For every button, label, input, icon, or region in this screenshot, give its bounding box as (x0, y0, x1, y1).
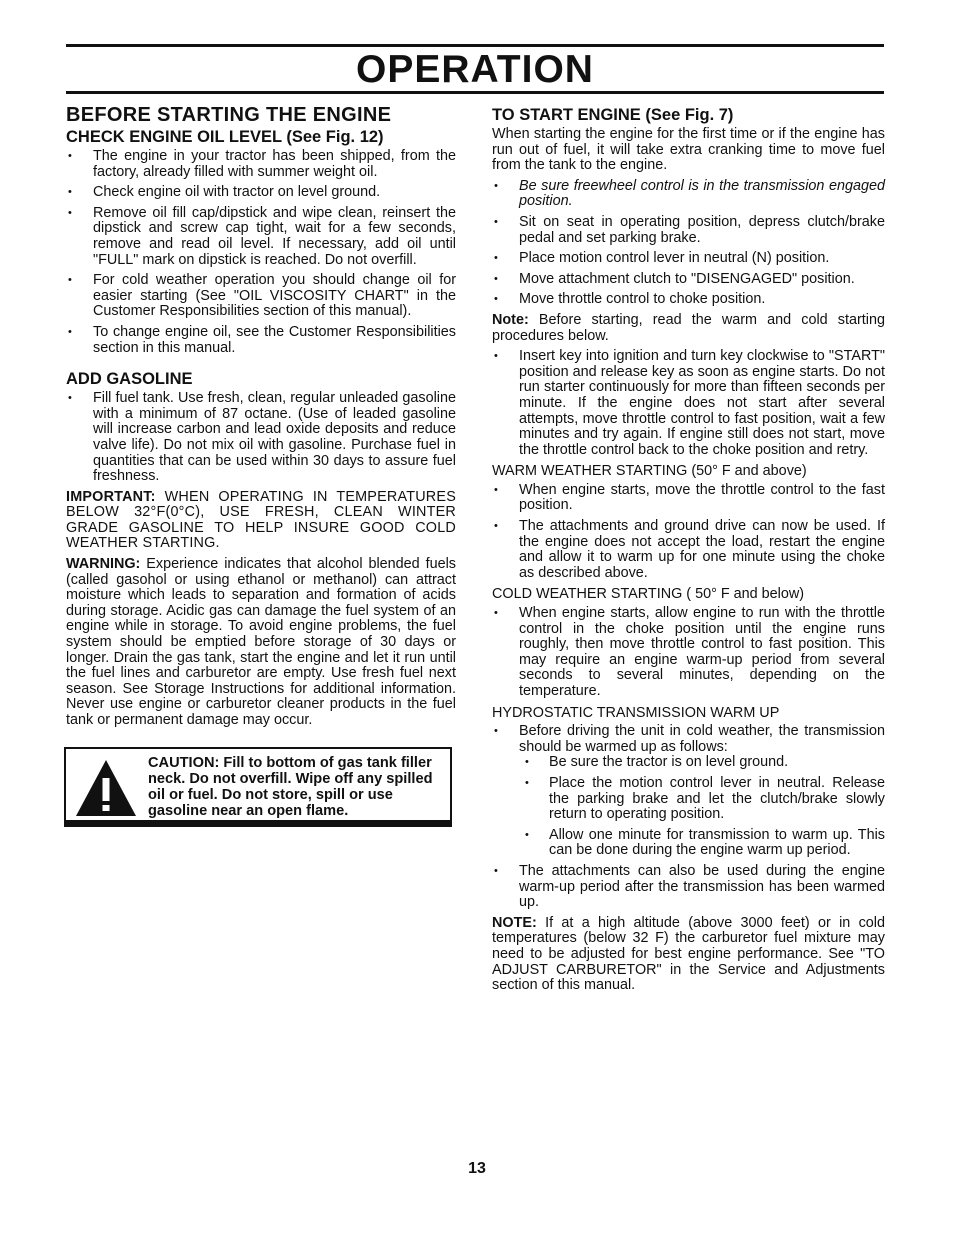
warning-notice (66, 557, 456, 729)
gasoline-list (66, 391, 456, 485)
caution-box-shadow (66, 820, 450, 825)
note-text: Before starting, read the warm and cold starting procedures below. (492, 311, 885, 344)
list-item: • Be sure freewheel control is in the transmission engaged position. (492, 179, 885, 210)
list-item: • Move throttle control to choke position. (492, 292, 885, 308)
start-list (492, 179, 885, 308)
list-item: • Move attachment clutch to "DISENGAGED" position. (492, 272, 885, 288)
important-notice (66, 490, 456, 552)
right-column (492, 100, 885, 999)
list-item (492, 724, 885, 859)
list-item: • Allow one minute for transmission to warm up. This can be done during the engine warm up period. (523, 828, 885, 859)
left-column (66, 100, 456, 734)
list-item: • Check engine oil with tractor on level ground. (66, 185, 456, 201)
cold-weather-heading: COLD WEATHER STARTING ( 50° F and below) (492, 586, 805, 603)
ignition-list (492, 349, 885, 458)
note-label: NOTE: (492, 914, 537, 931)
note-before-starting (492, 313, 885, 344)
list-item: • Fill fuel tank. Use fresh, clean, regular unleaded gasoline with a minimum of 87 octane. (Use of leaded gasoline will increase carbon and lead oxide deposits and reduce valve life). Do not mix oil with gasoline. Purchase fuel in quantities that can be used within 30 days to assure fuel freshness. (66, 391, 456, 485)
warning-triangle-icon (74, 758, 138, 818)
list-item: • Place motion control lever in neutral (N) position. (492, 251, 885, 267)
hydrostatic-list (492, 724, 885, 911)
caution-text: CAUTION: Fill to bottom of gas tank filler neck. Do not overfill. Wipe off any spilled oil or fuel. Do not store, spill or use gasoline near an open flame. (148, 755, 433, 819)
page-number: 13 (468, 1160, 486, 1177)
start-intro: When starting the engine for the first time or if the engine has run out of fuel, it will take extra cranking time to move fuel from the tank to the engine. (492, 126, 885, 174)
caution-box (64, 747, 452, 827)
list-item: • Sit on seat in operating position, depress clutch/brake pedal and set parking brake. (492, 215, 885, 246)
list-item: • Be sure the tractor is on level ground. (523, 755, 885, 771)
important-text: WHEN OPERATING IN TEMPERATURES BELOW 32°F(0°C), USE FRESH, CLEAN WINTER GRADE GASOLINE TO HELP INSURE GOOD COLD WEATHER STARTING. (66, 488, 456, 552)
note-altitude (492, 916, 885, 994)
list-item: • When engine starts, allow engine to run with the throttle control in the choke position until the engine runs roughly, then move throttle control to fast position. This may require an engine warm-up period from several seconds to several minutes, depending on the temperature. (492, 606, 885, 700)
list-item: • The attachments can also be used during the engine warm-up period after the transmission has been warmed up. (492, 864, 885, 911)
list-item: • When engine starts, move the throttle control to the fast position. (492, 483, 885, 514)
section-heading-before-starting: BEFORE STARTING THE ENGINE (66, 104, 392, 126)
list-item: • The attachments and ground drive can now be used. If the engine does not accept the load, restart the engine and allow it to warm up for one minute using the choke as described above. (492, 519, 885, 581)
page-title: OPERATION (356, 48, 594, 91)
subheading-check-oil: CHECK ENGINE OIL LEVEL (See Fig. 12) (66, 128, 384, 146)
subheading-add-gasoline: ADD GASOLINE (66, 370, 193, 389)
cold-weather-list (492, 606, 885, 700)
subheading-start-engine: TO START ENGINE (See Fig. 7) (492, 106, 734, 124)
list-item: • The engine in your tractor has been shipped, from the factory, already filled with summer weight oil. (66, 149, 456, 180)
hydrostatic-heading: HYDROSTATIC TRANSMISSION WARM UP (492, 704, 780, 721)
warning-label: WARNING: (66, 556, 141, 573)
list-item: • Remove oil fill cap/dipstick and wipe clean, reinsert the dipstick and screw cap tight, wait for a few seconds, remove and read oil level. If necessary, add oil until "FULL" mark on dipstick is reached. Do not overfill. (66, 206, 456, 268)
list-item: • To change engine oil, see the Customer Responsibilities section in this manual. (66, 325, 456, 356)
header-rule-bottom (66, 91, 884, 94)
list-item: • Place the motion control lever in neutral. Release the parking brake and let the clutch/brake slowly return to operating position. (523, 776, 885, 823)
warm-weather-list (492, 483, 885, 582)
important-label: IMPORTANT: (66, 488, 156, 505)
hydrostatic-sublist (523, 755, 885, 859)
warm-weather-heading: WARM WEATHER STARTING (50° F and above) (492, 463, 807, 480)
warning-text: Experience indicates that alcohol blended fuels (called gasohol or using ethanol or methanol) can attract moisture which leads to separation and formation of acids during storage. Acidic gas can damage the fuel system of an engine while in storage. To avoid engine problems, the fuel system should be emptied before storage of 30 days or longer. Drain the gas tank, start the engine and let it run until the fuel lines and carburetor are empty. Use fresh fuel next season. See Storage Instructions for additional information. Never use engine or carburetor cleaner products in the fuel tank or permanent damage may occur. (66, 556, 457, 728)
list-item: • Insert key into ignition and turn key clockwise to "START" position and release key as soon as engine starts. Do not run starter continuously for more than fifteen seconds per minute. If the engine does not start after several attempts, move throttle control to fast position, wait a few minutes and try again. If engine still does not start, move the throttle control back to the choke position and retry. (492, 349, 885, 458)
header-rule-top (66, 44, 884, 47)
list-item: • For cold weather operation you should change oil for easier starting (See "OIL VISCOSITY CHART" in the Customer Responsibilities section of this manual). (66, 273, 456, 320)
note-label: Note: (492, 311, 529, 328)
oil-list (66, 149, 456, 356)
note-text: If at a high altitude (above 3000 feet) or in cold temperatures (below 32 F) the carburetor fuel mixture may need to be adjusted for best engine performance. See "TO ADJUST CARBURETOR" in the Service and Adjustments section of this manual. (492, 914, 885, 994)
hydrostatic-intro: Before driving the unit in cold weather, the transmission should be warmed up as follows: (519, 723, 885, 755)
